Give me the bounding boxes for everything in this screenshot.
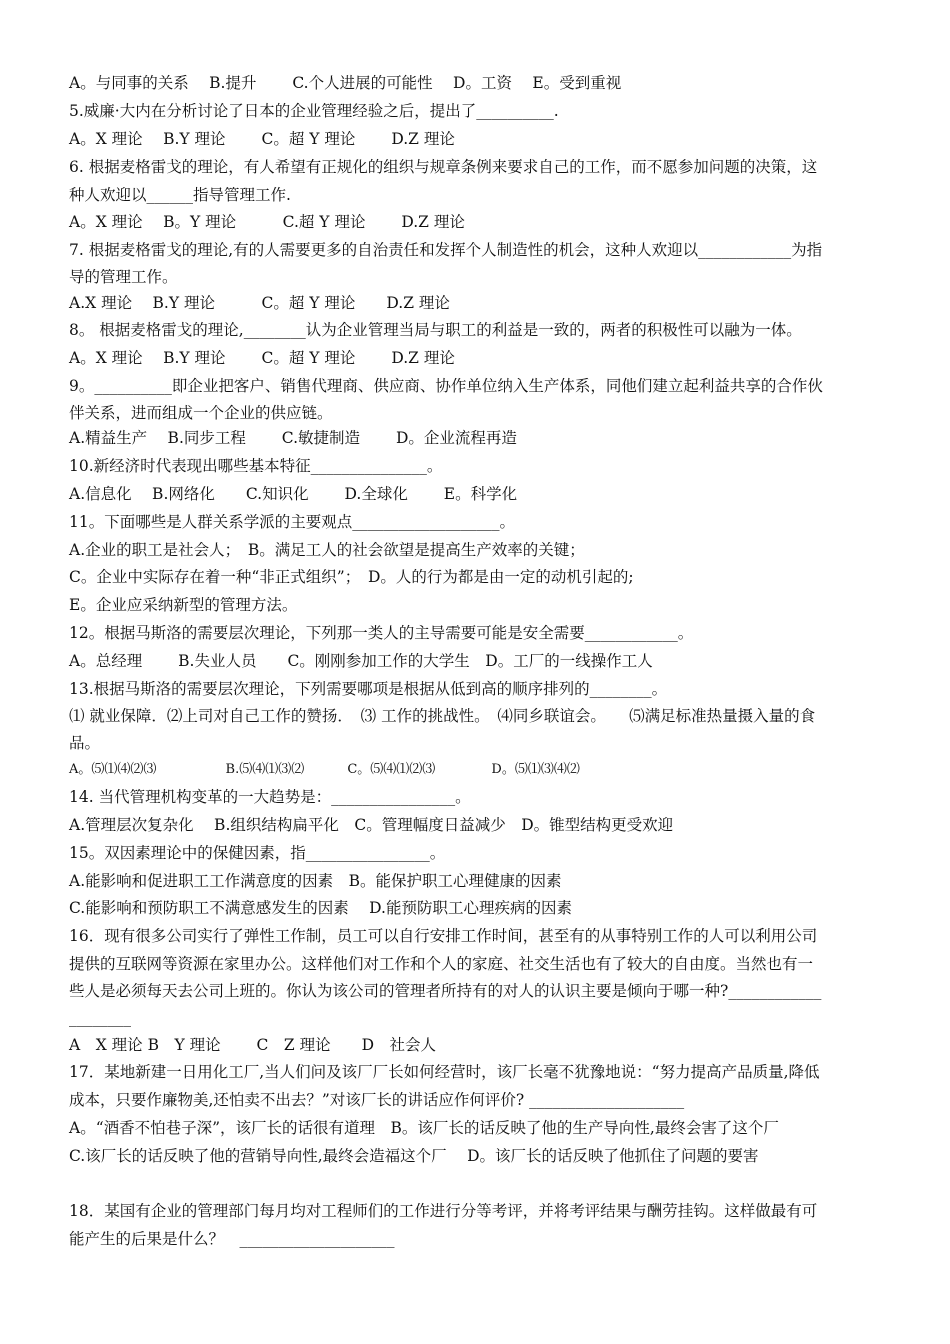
text-line: A。X 理论 B.Y 理论 C。超 Y 理论 D.Z 理论 — [69, 130, 455, 148]
text-line: 12。根据马斯洛的需要层次理论，下列那一类人的主导需要可能是安全需要____________。 — [69, 624, 694, 642]
text-line: A X 理论 B Y 理论 C Z 理论 D 社会人 — [69, 1036, 437, 1054]
text-line: A.企业的职工是社会人； B。满足工人的社会欲望是提高生产效率的关键； — [69, 541, 585, 559]
text-line: 17．某地新建一日用化工厂,当人们问及该厂厂长如何经营时，该厂长毫不犹豫地说：“努力提高产品质量,降低 — [69, 1063, 820, 1081]
text-line: 8。 根据麦格雷戈的理论,________认为企业管理当局与职工的利益是一致的，两者的积极性可以融为一体。 — [69, 321, 802, 339]
text-line: 品。 — [69, 734, 101, 752]
text-line: ________ — [69, 1009, 131, 1027]
text-line: A.X 理论 B.Y 理论 C。超 Y 理论 D.Z 理论 — [69, 294, 450, 312]
text-line: 些人是必须每天去公司上班的。你认为该公司的管理者所持有的对人的认识主要是倾向于哪一种?____________ — [69, 982, 822, 1000]
text-line: E。企业应采纳新型的管理方法。 — [69, 596, 298, 614]
text-line: A。X 理论 B。Y 理论 C.超 Y 理论 D.Z 理论 — [69, 213, 465, 231]
text-line: 导的管理工作。 — [69, 268, 178, 286]
text-line: 6. 根据麦格雷戈的理论，有人希望有正规化的组织与规章条例来要求自己的工作，而不愿参加问题的决策，这 — [69, 158, 818, 176]
text-line: A.能影响和促进职工工作满意度的因素 B。能保护职工心理健康的因素 — [69, 872, 562, 890]
text-line: 14. 当代管理机构变革的一大趋势是：________________。 — [69, 788, 471, 806]
text-line: 11。下面哪些是人群关系学派的主要观点___________________。 — [69, 513, 515, 531]
text-line: 伴关系，进而组成一个企业的供应链。 — [69, 404, 333, 422]
text-line: A。⑸⑴⑷⑵⑶ B.⑸⑷⑴⑶⑵ C。⑸⑷⑴⑵⑶ D。⑸⑴⑶⑷⑵ — [69, 762, 580, 777]
text-line: 15。双因素理论中的保健因素，指________________。 — [69, 844, 446, 862]
text-line: 5.威廉·大内在分析讨论了日本的企业管理经验之后，提出了__________. — [69, 102, 559, 120]
text-line: A。总经理 B.失业人员 C。刚刚参加工作的大学生 D。工厂的一线操作工人 — [69, 652, 653, 670]
text-line: A。与同事的关系 B.提升 C.个人进展的可能性 D。工资 E。受到重视 — [69, 74, 622, 92]
text-line: 18．某国有企业的管理部门每月均对工程师们的工作进行分等考评，并将考评结果与酬劳挂钩。这样做最有可 — [69, 1202, 818, 1220]
text-line: ⑴ 就业保障．⑵上司对自己工作的赞扬． ⑶ 工作的挑战性。 ⑷同乡联谊会。 ⑸满足标准热量摄入量的食 — [69, 707, 816, 725]
text-line: C.能影响和预防职工不满意感发生的因素 D.能预防职工心理疾病的因素 — [69, 899, 572, 917]
text-line: 16．现有很多公司实行了弹性工作制，员工可以自行安排工作时间，甚至有的从事特别工作的人可以利用公司 — [69, 927, 818, 945]
text-line: 成本，只要作廉物美,还怕卖不出去？”对该厂长的讲话应作何评价? ____________________ — [69, 1091, 685, 1109]
text-line: 能产生的后果是什么？ ____________________ — [69, 1230, 395, 1248]
text-line: 13.根据马斯洛的需要层次理论，下列需要哪项是根据从低到高的顺序排列的________。 — [69, 680, 668, 698]
text-line: A.管理层次复杂化 B.组织结构扁平化 C。管理幅度日益减少 D。锥型结构更受欢迎 — [69, 816, 674, 834]
text-line: 种人欢迎以______指导管理工作. — [69, 186, 291, 204]
text-line: 10.新经济时代表现出哪些基本特征_______________。 — [69, 457, 443, 475]
text-line: A。“酒香不怕巷子深”，该厂长的话很有道理 B。该厂长的话反映了他的生产导向性,最终会害了这个厂 — [69, 1119, 779, 1137]
text-line: A.精益生产 B.同步工程 C.敏捷制造 D。企业流程再造 — [69, 429, 517, 447]
text-line: A。X 理论 B.Y 理论 C。超 Y 理论 D.Z 理论 — [69, 349, 455, 367]
text-line: 7. 根据麦格雷戈的理论,有的人需要更多的自治责任和发挥个人制造性的机会，这种人欢迎以____________为指 — [69, 241, 823, 259]
text-line: C.该厂长的话反映了他的营销导向性,最终会造福这个厂 D。该厂长的话反映了他抓住了问题的要害 — [69, 1147, 759, 1165]
text-line: 提供的互联网等资源在家里办公。这样他们对工作和个人的家庭、社交生活也有了较大的自由度。当然也有一 — [69, 955, 814, 973]
text-line: C。企业中实际存在着一种“非正式组织”； D。人的行为都是由一定的动机引起的; — [69, 568, 634, 586]
text-line: 9。__________即企业把客户、销售代理商、供应商、协作单位纳入生产体系，同他们建立起利益共享的合作伙 — [69, 377, 823, 395]
text-line: A.信息化 B.网络化 C.知识化 D.全球化 E。科学化 — [69, 485, 518, 503]
